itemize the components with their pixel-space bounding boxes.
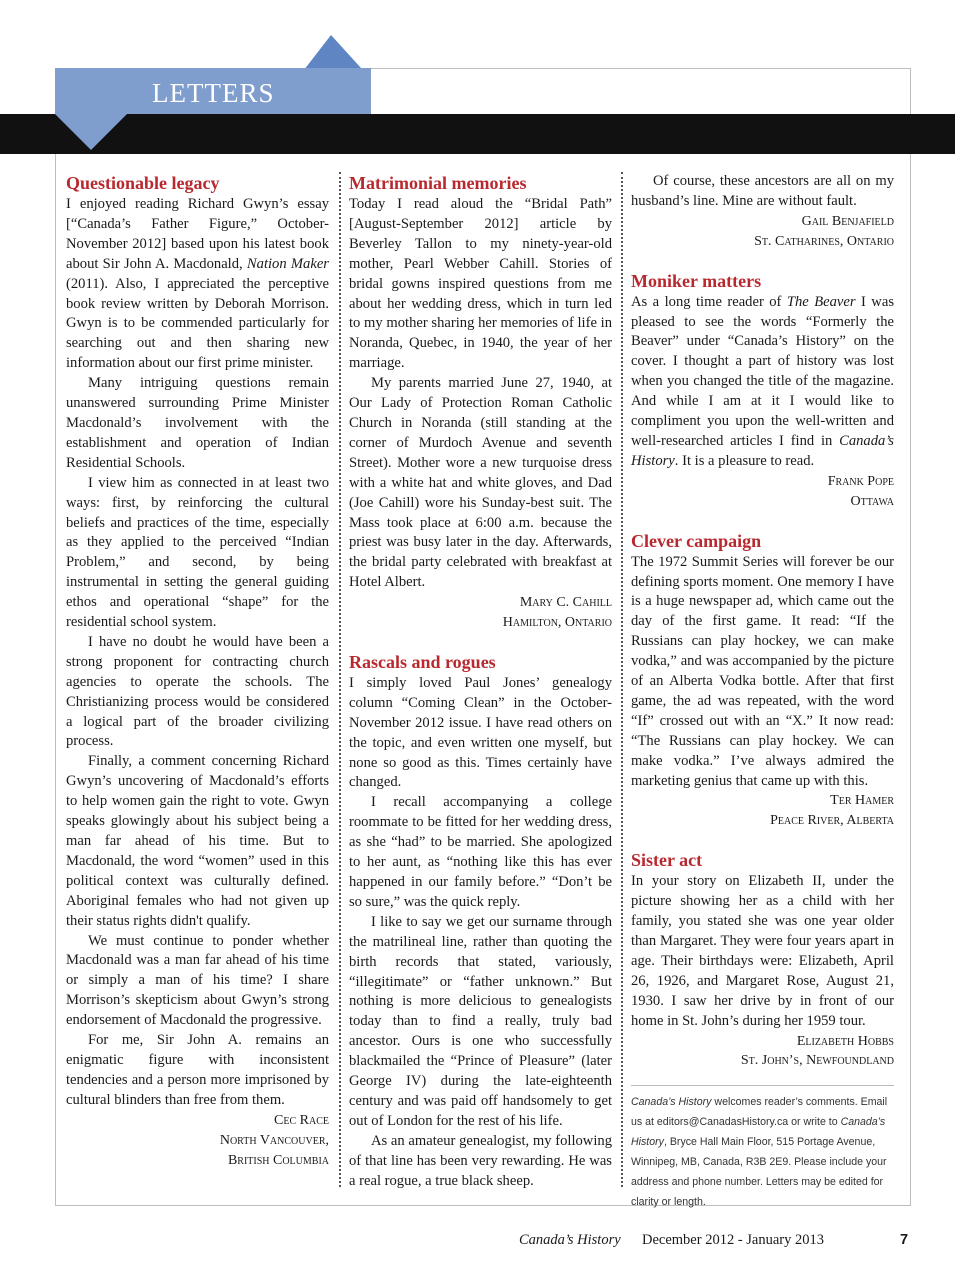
signature-location: Ottawa xyxy=(850,493,894,509)
signature-location: Peace River, Alberta xyxy=(770,813,894,829)
footer-magazine-name: Canada’s History xyxy=(519,1232,621,1248)
column-middle xyxy=(349,172,612,1192)
signature-location: Hamilton, Ontario xyxy=(502,615,612,631)
signature-name: Gail Benjafield xyxy=(801,213,894,229)
letter-title: Sister act xyxy=(631,850,703,871)
section-tab xyxy=(55,68,371,114)
letter-paragraph: For me, Sir John A. remains an enigmatic figure with inconsistent tendencies and a person more imprisoned by cultural blinders than free from them. xyxy=(66,1032,329,1108)
letter-title: Clever campaign xyxy=(631,530,762,551)
signature-location: North Vancouver, xyxy=(219,1132,329,1148)
letter-paragraph: I have no doubt he would have been a strong proponent for contracting church agencies to operate the schools. The Christianizing process would be considered a logical part of the broader civilizing process. xyxy=(66,633,329,750)
letter-paragraph: I view him as connected in at least two ways: first, by reinforcing the cultural beliefs and practices of the time, especially as they applied to the perceived “Indian Problem,” and second, by being instrumental in setting the general guiding ethos and operational “shape” for the residential school system. xyxy=(66,474,329,631)
header-band xyxy=(0,114,955,154)
signature-location: British Columbia xyxy=(227,1152,329,1168)
letter-paragraph: As an amateur genealogist, my following of that line has been very rewarding. He was a real rogue, a true black sheep. xyxy=(349,1132,612,1189)
letter-paragraph: I recall accompanying a college roommate to be fitted for her wedding dress, as she “had” to be married. She apologized to her aunt, as “nothing like this has ever happened in our family before.” “Don’t be so sure,” was the quick reply. xyxy=(349,794,612,910)
letter-paragraph: Of course, these ancestors are all on my husband’s line. Mine are without fault. xyxy=(631,173,894,209)
letter-title: Questionable legacy xyxy=(66,173,220,193)
letter-paragraph: I simply loved Paul Jones’ genealogy column “Coming Clean” in the October-November 2012 issue. I have read others on the topic, and even written one myself, but none so good as this. Times certainly have changed. xyxy=(349,674,612,791)
column-divider xyxy=(339,172,341,1187)
letter-title: Matrimonial memories xyxy=(349,173,527,193)
letter-paragraph: My parents married June 27, 1940, at Our Lady of Protection Roman Catholic Church in Noranda (still standing at the corner of Murdoch Avenue and seventh Street). Mother wore a new turquoise dress with a white hat and white gloves, and Dad (Joe Cahill) wore his Sunday-best suit. The Mass took place at 6:00 a.m. because the priest was busy later in the day. Afterwards, the bridal party celebrated with breakfast at Hotel Albert. xyxy=(349,375,612,591)
page-number: 7 xyxy=(900,1232,909,1248)
letter-paragraph: I like to say we get our surname through the matrilineal line, rather than quoting the birth records that stated, variously, “illegitimate” or “father unknown.” But nothing is more delicious to genealogists today than to find a really, truly bad ancestor. Ours is one who successfully blackmailed the “Prince of Pleasure” (later George IV) during the late-eighteenth century and was paid off handsomely to get out of London for the rest of his life. xyxy=(349,913,612,1129)
footer-issue-date: December 2012 - January 2013 xyxy=(642,1232,824,1248)
page-footer xyxy=(0,1229,955,1251)
signature-name: Elizabeth Hobbs xyxy=(796,1033,894,1049)
letter-title: Moniker matters xyxy=(631,270,762,291)
letter-paragraph: Many intriguing questions remain unanswered surrounding Prime Minister Macdonald’s involvement with the establishment and operation of Indian Residential Schools. xyxy=(66,375,329,471)
letter-title: Rascals and rogues xyxy=(349,651,496,672)
letter-paragraph: The 1972 Summit Series will forever be our defining sports moment. One memory I have is a huge newspaper ad, which came out the day of the first game. It read: “If the Russians can play hockey, we can make vodka,” and was accompanied by the picture of an Alberta Vodka bottle. After that first game, the ad was repeated, with the word “If” crossed out with an “X.” It now read: “The Russians can play hockey. We can make vodka.” I’ve always admired the marketing genius that came up with this. xyxy=(631,553,894,789)
letter-paragraph: As a long time reader of The Beaver I was pleased to see the words “Formerly the Beaver” under “Canada’s History” on the cover. I thought a part of history was lost when you changed the title of the magazine. And while I am at it I would like to compliment you upon the well-written and well-researched articles I find in Canada’s History. It is a pleasure to read. xyxy=(631,293,894,469)
section-title: LETTERS xyxy=(152,78,275,108)
letter-paragraph: Today I read aloud the “Bridal Path” [August-September 2012] article by Beverley Tallon to my ninety-year-old mother, Pearl Webber Cahill. Stories of bridal gowns inspired questions from me about her wedding dress, which in turn led to my mother sharing her memories of life in Noranda, Quebec, in 1940, the year of her marriage. xyxy=(349,196,612,372)
column-left xyxy=(66,172,329,1170)
signature-name: Frank Pope xyxy=(827,473,894,489)
column-divider xyxy=(621,172,623,1187)
letter-paragraph: I enjoyed reading Richard Gwyn’s essay [“Canada’s Father Figure,” October-November 2012] based upon his latest book about Sir John A. Macdonald, Nation Maker (2011). Also, I appreciated the perceptive book review written by Deborah Morrison. Gwyn is to be commended particularly for searching out and then sharing new information about our first prime minister. xyxy=(66,196,329,372)
signature-name: Ter Hamer xyxy=(830,793,894,809)
column-right xyxy=(631,172,894,1212)
signature-name: Mary C. Cahill xyxy=(519,595,612,611)
signature-location: St. Catharines, Ontario xyxy=(754,233,894,249)
signature-location: St. John’s, Newfoundland xyxy=(740,1053,894,1069)
letter-paragraph: Finally, a comment concerning Richard Gwyn’s uncovering of Macdonald’s efforts to help women gain the right to vote. Gwyn speaks glowingly about his subject being a man far ahead of his time. But to Macdonald, the word “women” used in this political context was culturally defined. Aboriginal females who had not given up their status rights didn't qualify. xyxy=(66,753,329,929)
letter-paragraph: We must continue to ponder whether Macdonald was a man far ahead of his time or simply a man of his time? I share Morrison’s skepticism about Gwyn’s strong endorsement of Macdonald the progressive. xyxy=(66,932,329,1029)
signature-name: Cec Race xyxy=(274,1112,329,1128)
letter-paragraph: In your story on Elizabeth II, under the picture showing her as a child with her family, you stated she was one year older than Margaret. They were four years apart in age. Their birthdays were: Elizabeth, April 26, 1926, and Margaret Rose, August 21, 1930. I saw her drive by in front of our home in St. John’s during her 1959 tour. xyxy=(631,873,894,1029)
tab-notch-decoration xyxy=(55,114,127,150)
submission-notice: Canada’s History welcomes reader’s comments. Email us at editors@CanadasHistory.ca or write to Canada’s History, Bryce Hall Main Floor, 515 Portage Avenue, Winnipeg, MB, Canada, R3B 2E9. Please include your address and phone number. Letters may be edited for clarity or length. xyxy=(631,1085,894,1212)
